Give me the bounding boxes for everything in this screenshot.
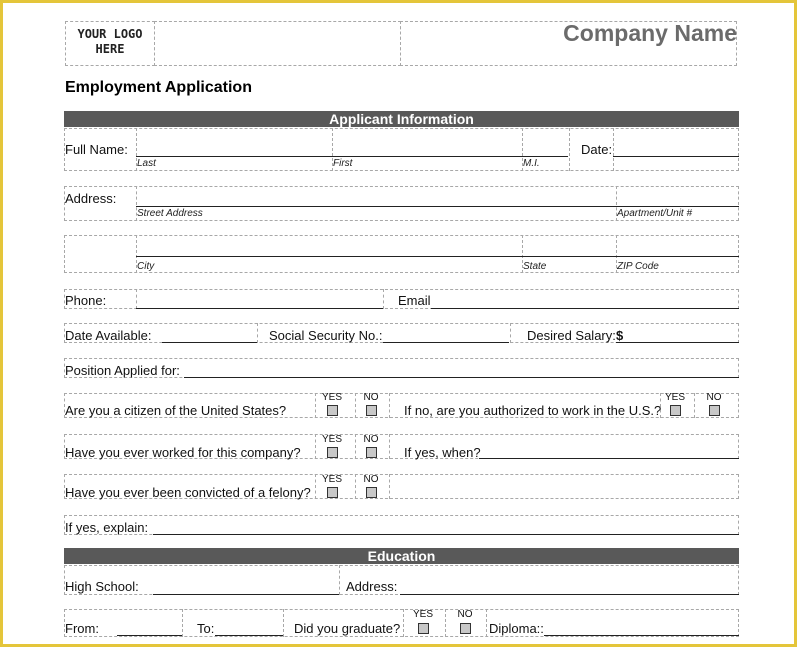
logo-line-2: HERE [95,42,125,56]
city-sublabel: City [137,261,155,272]
felony-no-checkbox[interactable] [366,487,377,498]
date-available-input[interactable] [163,324,256,341]
if-yes-explain-label: If yes, explain: [65,520,149,535]
application-form [3,3,794,644]
graduate-yes-label: YES [412,609,433,620]
diploma-input[interactable] [545,611,738,634]
street-address-input[interactable] [137,188,615,205]
state-input[interactable] [523,237,615,255]
first-sublabel: First [333,158,353,169]
graduate-no-checkbox[interactable] [460,623,471,634]
citizen-no-checkbox[interactable] [366,405,377,416]
authorized-no-checkbox[interactable] [709,405,720,416]
graduate-question: Did you graduate? [294,621,401,636]
section-applicant-information: Applicant Information [64,111,739,127]
citizen-question: Are you a citizen of the United States? [65,403,287,418]
desired-salary-label: Desired Salary: [527,328,616,343]
date-available-label: Date Available: [65,328,152,343]
middle-initial-input[interactable] [523,131,568,155]
logo-line-1: YOUR LOGO [77,27,143,41]
authorized-yes-checkbox[interactable] [670,405,681,416]
authorized-yes-label: YES [664,392,685,403]
high-school-label: High School: [65,579,139,594]
state-sublabel: State [523,261,547,272]
last-name-input[interactable] [137,131,331,155]
phone-input[interactable] [137,290,382,307]
header-field-middle [154,21,401,66]
logo-placeholder [65,27,155,57]
form-title: Employment Application [65,79,252,96]
company-name: Company Name [563,20,737,46]
education-address-input[interactable] [401,567,738,593]
salary-currency: $ [616,328,624,343]
worked-when-input[interactable] [480,436,738,457]
email-label: Email [398,293,431,308]
felony-yes-checkbox[interactable] [327,487,338,498]
diploma-label: Diploma:: [489,621,544,636]
section-education: Education [64,548,739,564]
explain-input[interactable] [154,516,738,533]
worked-no-label: NO [363,434,379,445]
ssn-input[interactable] [384,324,508,341]
zip-input[interactable] [617,237,738,255]
worked-question: Have you ever worked for this company? [65,445,301,460]
from-label: From: [65,621,99,636]
date-label: Date: [581,142,613,157]
graduate-yes-checkbox[interactable] [418,623,429,634]
graduate-no-label: NO [457,609,473,620]
desired-salary-input[interactable] [625,324,738,341]
email-input[interactable] [432,290,738,307]
citizen-no-label: NO [363,392,379,403]
felony-yes-label: YES [321,474,342,485]
to-label: To: [197,621,215,636]
city-input[interactable] [137,237,521,255]
if-yes-when-label: If yes, when? [404,445,481,460]
felony-question: Have you ever been convicted of a felony? [65,485,311,500]
address-label: Address: [65,191,117,206]
zip-sublabel: ZIP Code [617,261,659,272]
authorized-no-label: NO [706,392,722,403]
worked-yes-checkbox[interactable] [327,447,338,458]
date-input[interactable] [614,131,738,155]
citizen-yes-checkbox[interactable] [327,405,338,416]
high-school-input[interactable] [154,567,338,593]
position-input[interactable] [185,359,738,376]
apartment-input[interactable] [617,188,738,205]
education-address-label: Address: [346,579,398,594]
last-sublabel: Last [137,158,156,169]
to-input[interactable] [216,611,282,634]
apartment-sublabel: Apartment/Unit # [617,208,693,219]
position-label: Position Applied for: [65,363,180,378]
authorized-question: If no, are you authorized to work in the U.S.? [404,403,662,418]
phone-label: Phone: [65,293,107,308]
worked-no-checkbox[interactable] [366,447,377,458]
ssn-label: Social Security No.: [269,328,383,343]
first-name-input[interactable] [333,131,521,155]
felony-no-label: NO [363,474,379,485]
worked-yes-label: YES [321,434,342,445]
mi-sublabel: M.I. [523,158,540,169]
from-input[interactable] [118,611,181,634]
citizen-yes-label: YES [321,392,342,403]
street-address-sublabel: Street Address [137,208,203,219]
full-name-label: Full Name: [65,142,128,157]
